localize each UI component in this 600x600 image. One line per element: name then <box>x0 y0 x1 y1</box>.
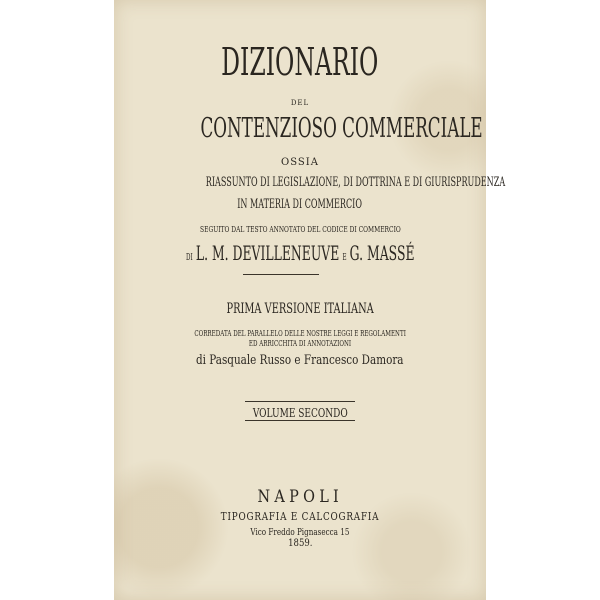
ossia-word: OSSIA <box>281 157 319 168</box>
divider-rule <box>243 274 319 275</box>
subtitle-line-1 <box>114 173 506 191</box>
author-1: L. M. DEVILLENEUVE <box>195 241 340 265</box>
subtitle-text-2: IN MATERIA DI COMMERCIO <box>237 197 363 212</box>
authors-group <box>186 241 414 265</box>
ossia-line <box>114 152 486 170</box>
book-title: DIZIONARIO <box>221 40 379 84</box>
del-line <box>114 92 486 110</box>
author-2: G. MASSÉ <box>349 241 415 265</box>
subject-line <box>114 113 486 144</box>
title-page <box>114 0 506 600</box>
version-note-line-2 <box>114 333 486 351</box>
version-text: PRIMA VERSIONE ITALIANA <box>226 301 374 317</box>
printer-text: TIPOGRAFIA E CALCOGRAFIA <box>220 510 380 523</box>
translators-line <box>114 351 486 369</box>
authors-conj: E <box>342 253 347 263</box>
subtitle-line-2 <box>114 195 486 213</box>
volume-rule-bottom <box>245 420 355 421</box>
followed-by-text: SEGUITO DAL TESTO ANNOTATO DEL CODICE DI COMMERCIO <box>199 225 401 235</box>
city-text: NAPOLI <box>257 487 343 507</box>
followed-by-line <box>114 219 486 237</box>
volume-text: VOLUME SECONDO <box>252 406 348 420</box>
del-word: DEL <box>290 99 310 107</box>
translators-text: di Pasquale Russo e Francesco Damora <box>196 353 404 368</box>
address-text: Vico Freddo Pignasecca 15 <box>250 528 350 538</box>
year-text: 1859. <box>287 538 313 549</box>
authors-line <box>114 241 486 265</box>
book-subject: CONTENZIOSO COMMERCIALE <box>200 113 483 144</box>
book-title-line <box>114 40 486 84</box>
subtitle-text-1: RIASSUNTO DI LEGISLAZIONE, DI DOTTRINA E DI GIURISPRUDENZA <box>205 175 506 190</box>
version-note-1: CORREDATA DEL PARALLELO DELLE NOSTRE LEGGI E REGOLAMENTI <box>194 329 406 338</box>
version-line <box>114 300 486 318</box>
volume-rule-top <box>245 401 355 402</box>
city-line <box>114 487 486 507</box>
year-line <box>114 533 486 551</box>
authors-prefix: DI <box>185 253 193 263</box>
version-note-2: ED ARRICCHITA DI ANNOTAZIONI <box>248 339 352 348</box>
